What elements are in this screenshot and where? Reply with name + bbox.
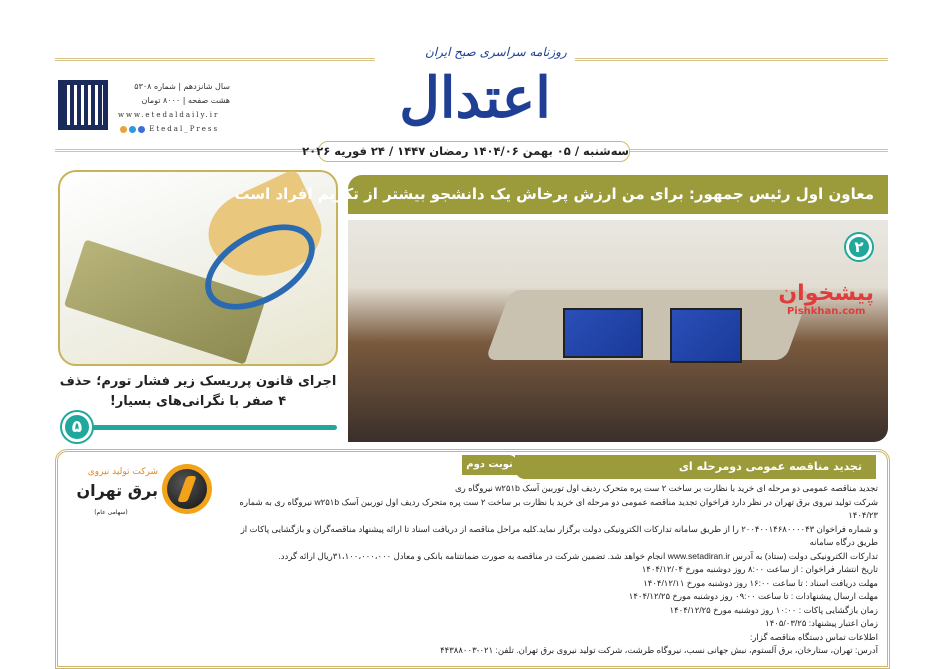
ad-line: زمان اعتبار پیشنهاد: ۱۴۰۵/۰۳/۲۵ bbox=[765, 618, 878, 628]
ad-line: شرکت تولید نیروی برق تهران در نظر دارد فراخوان تجدید مناقصه عمومی دو مرحله ای خرید با نظارت بر ساخت ۲ ست پره متحرک ردیف اول توربین آسک w۲۵۱b نیروگاه ری به شماره ۱۴۰۴/۲۳ bbox=[239, 496, 878, 520]
company-logo-block bbox=[64, 462, 214, 522]
social-handle: Etedal_Press bbox=[149, 125, 220, 133]
watermark-site: Pishkhan.com bbox=[786, 306, 866, 317]
page-number-badge: ۵ bbox=[62, 412, 92, 442]
main-page-number-badge: ۲ bbox=[846, 234, 872, 260]
ad-line: مهلت ارسال پیشنهادات : تا ساعت ۰۹:۰۰ روز دوشنبه مورخ ۱۴۰۴/۱۲/۲۵ bbox=[628, 591, 878, 601]
issue-date: سه‌شنبه / ۰۵ بهمن ۱۴۰۴/۰۶ رمضان ۱۴۴۷ / ۲۴ فوریه ۲۰۲۶ bbox=[318, 141, 630, 162]
telegram-icon[interactable] bbox=[129, 126, 136, 133]
company-name-line1: شرکت تولید نیروی bbox=[87, 467, 158, 477]
company-logo-icon bbox=[162, 464, 212, 514]
page-count: هشت صفحه bbox=[187, 96, 230, 105]
main-headline[interactable]: معاون اول رئیس جمهور: برای من ارزش پرخاش یک دانشجو بیشتر از تکریم افراد است bbox=[348, 175, 888, 214]
ad-line: اطلاعات تماس دستگاه مناقصه گزار: bbox=[749, 631, 878, 642]
header-rule-right bbox=[575, 58, 888, 61]
meeting-table bbox=[485, 290, 810, 360]
teal-divider bbox=[75, 425, 337, 430]
ad-body bbox=[224, 482, 878, 658]
company-type: (سهامی عام) bbox=[94, 509, 128, 516]
watermark-text: پیشخوان bbox=[778, 281, 874, 306]
issue-info: سال شانزدهم | شماره ۵۳۰۸ هشت صفحه | ۸۰۰۰ تومان www.etedaldaily.ir Etedal_Press bbox=[118, 82, 230, 133]
company-name-line2: برق تهران bbox=[76, 481, 158, 500]
main-story-photo[interactable] bbox=[348, 220, 888, 442]
ad-line: و شماره فراخوان ۲۰۰۴۰۰۱۴۶۸۰۰۰۰۴۳ را از طریق سامانه تدارکات الکترونیکی دولت برگزار نماید.کلیه مراحل مناقصه از دریافت اسناد تا ارائه پیشنهاد مناقصه‌گران و بازگشایی پاکات از طریق درگاه سامانه bbox=[240, 523, 878, 547]
eitaa-icon[interactable] bbox=[138, 126, 145, 133]
ad-line: تجدید مناقصه عمومی دو مرحله ای خرید با نظارت بر ساخت ۲ ست پره متحرک ردیف اول توربین آسک w۲۵۱b نیروگاه ری bbox=[454, 483, 878, 493]
ad-line: مهلت دریافت اسناد : تا ساعت ۱۶:۰۰ روز دوشنبه مورخ ۱۴۰۴/۱۲/۱۱ bbox=[643, 577, 878, 588]
ad-line: آدرس: تهران، ستارخان، برق آلستوم، نبش جهانی نسب، نیروگاه طرشت، شرکت تولید نیروی برق تهران. تلفن: ۰۲۱-۴۴۳۸۸۰۰۳ bbox=[440, 645, 878, 655]
watermark bbox=[778, 282, 874, 318]
masthead-subtitle: روزنامه سراسری صبح ایران bbox=[425, 45, 567, 59]
year: سال شانزدهم bbox=[183, 82, 230, 91]
ad-title: تجدید مناقصه عمومی دومرحله ای bbox=[515, 455, 876, 479]
website[interactable]: www.etedaldaily.ir bbox=[118, 111, 220, 119]
issue-number: شماره ۵۳۰۸ bbox=[134, 82, 176, 91]
screen-left bbox=[563, 308, 643, 358]
left-story-caption[interactable]: اجرای قانون پرریسک زیر فشار تورم؛ حذف ۴ صفر با نگرانی‌های بسیار! bbox=[59, 374, 337, 409]
ad-line: تاریخ انتشار فراخوان : از ساعت ۸:۰۰ روز دوشنبه مورخ ۱۴۰۴/۱۲/۰۴ bbox=[641, 564, 878, 574]
masthead-logo: اعتدال bbox=[399, 65, 551, 131]
header-rule-left bbox=[55, 58, 375, 61]
ad-line: زمان بازگشایی پاکات : ۱۰:۰۰ روز دوشنبه مورخ ۱۴۰۴/۱۲/۲۵ bbox=[669, 604, 878, 615]
ad-round-label: نوبت دوم bbox=[462, 455, 517, 475]
price: ۸۰۰۰ تومان bbox=[141, 96, 181, 105]
qr-code[interactable] bbox=[58, 80, 108, 130]
screen-right bbox=[670, 308, 742, 363]
instagram-icon[interactable] bbox=[120, 126, 127, 133]
ad-line: تدارکات الکترونیکی دولت (ستاد) به آدرس www.setadiran.ir انجام خواهد شد. تضمین شرکت در مناقصه به صورت ضمانتنامه بانکی و معادل ۳۱،۱۰۰،۰۰۰،۰۰۰ریال ارائه گردد. bbox=[278, 550, 878, 561]
